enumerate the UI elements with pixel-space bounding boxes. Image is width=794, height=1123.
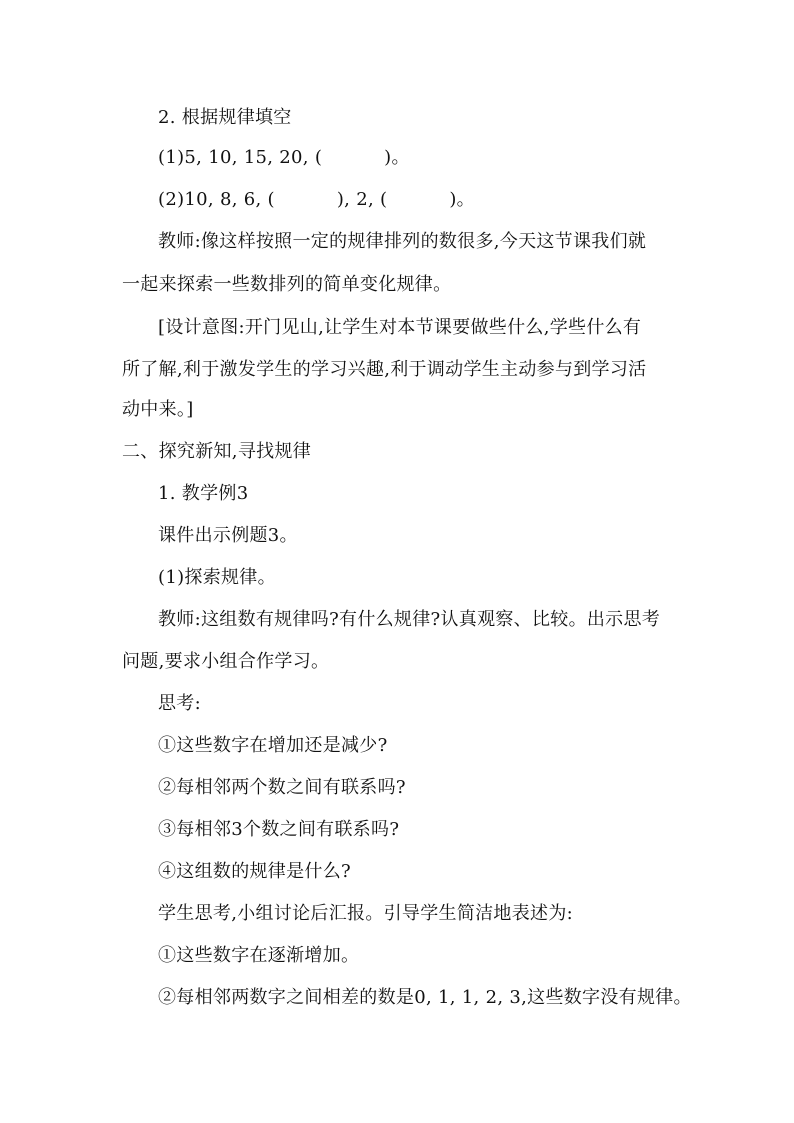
text-line: 教师:这组数有规律吗?有什么规律?认真观察、比较。出示思考 — [158, 609, 661, 630]
paragraph-line — [122, 650, 329, 674]
text-line: 教师:像这样按照一定的规律排列的数很多,今天这节课我们就 — [158, 231, 647, 252]
list-item — [158, 986, 692, 1010]
text-line: ④这组数的规律是什么? — [158, 861, 351, 882]
text-line: 课件出示例题3。 — [158, 525, 298, 546]
text-segment: )。 — [384, 147, 410, 168]
list-item — [158, 734, 388, 758]
text-line: 所了解,利于激发学生的学习兴趣,利于调动学生主动参与到学习活 — [122, 359, 647, 380]
text-line: ②每相邻两个数之间有联系吗? — [158, 777, 406, 798]
exercise-item-1 — [158, 146, 410, 170]
text-segment: (1)5, 10, 15, 20, ( — [158, 147, 323, 168]
text-segment: )。 — [449, 189, 475, 210]
list-item — [158, 776, 406, 800]
text-line: 学生思考,小组讨论后汇报。引导学生简洁地表述为: — [158, 903, 573, 924]
text-line: [设计意图:开门见山,让学生对本节课要做些什么,学些什么有 — [158, 317, 642, 338]
text-line: (1)探索规律。 — [158, 567, 276, 588]
exercise-heading — [158, 106, 292, 130]
text-line: ①这些数字在逐渐增加。 — [158, 945, 360, 966]
text-line: 问题,要求小组合作学习。 — [122, 651, 330, 672]
paragraph-line — [158, 566, 276, 590]
list-item — [158, 860, 351, 884]
text-line: ②每相邻两数字之间相差的数是0, 1, 1, 2, 3,这些数字没有规律。 — [158, 987, 692, 1008]
paragraph-line — [122, 398, 194, 422]
text-line: 二、探究新知,寻找规律 — [122, 441, 312, 462]
text-segment: ), 2, ( — [336, 189, 388, 210]
section-heading — [122, 440, 311, 464]
subsection-heading — [158, 482, 248, 506]
paragraph-line — [158, 524, 298, 548]
text-line: 动中来。] — [122, 399, 194, 420]
exercise-item-2 — [158, 188, 475, 212]
list-item — [158, 944, 359, 968]
text-line: 一起来探索一些数排列的简单变化规律。 — [122, 274, 452, 295]
text-line: 2. 根据规律填空 — [158, 107, 292, 128]
text-segment: (2)10, 8, 6, ( — [158, 189, 275, 210]
paragraph-line — [158, 230, 646, 254]
paragraph-line — [158, 902, 573, 926]
text-line: 思考: — [158, 693, 201, 714]
paragraph-line — [158, 316, 641, 340]
list-item — [158, 818, 399, 842]
text-line: 1. 教学例3 — [158, 483, 249, 504]
paragraph-line — [158, 608, 660, 632]
text-line: ③每相邻3个数之间有联系吗? — [158, 819, 400, 840]
text-line: ①这些数字在增加还是减少? — [158, 735, 388, 756]
paragraph-line — [158, 692, 201, 716]
paragraph-line — [122, 358, 646, 382]
paragraph-line — [122, 273, 451, 297]
